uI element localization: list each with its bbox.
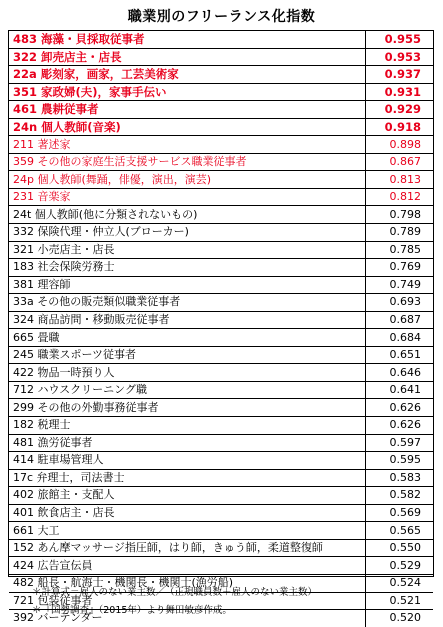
- occupation-label: 231 音楽家: [9, 188, 365, 206]
- index-value: 0.785: [389, 242, 421, 256]
- table-row: [9, 487, 433, 505]
- table-row: [9, 118, 433, 136]
- occupation-label: 24n 個人教師(音楽): [9, 118, 365, 136]
- occupation-label: 402 旅館主・支配人: [9, 487, 365, 505]
- occupation-label: 461 農耕従事者: [9, 101, 365, 119]
- index-value: 0.789: [389, 225, 421, 239]
- occupation-label: 422 物品一時預り人: [9, 364, 365, 382]
- formula-note: ＊計算式＝雇人のない業主数／（正規職員数＋雇人のない業主数）: [32, 587, 318, 598]
- index-value: 0.813: [389, 172, 421, 186]
- table-row: [9, 346, 433, 364]
- occupation-label: 483 海藻・貝採取従事者: [9, 31, 365, 48]
- occupation-label: 401 飲食店主・店長: [9, 504, 365, 522]
- occupation-label: 33a その他の販売類似職業従事者: [9, 294, 365, 312]
- occupation-label: 482 船長・航海士・機関長・機関士(漁労船): [9, 574, 365, 592]
- table-row: [9, 224, 433, 242]
- table-row: [9, 311, 433, 329]
- table-row: [9, 276, 433, 294]
- occupation-label: 332 保険代理・仲立人(ブローカー): [9, 224, 365, 242]
- occupation-label: 152 あん摩マッサージ指圧師，はり師，きゅう師，柔道整復師: [9, 539, 365, 557]
- occupation-label: 424 広告宣伝員: [9, 557, 365, 575]
- index-value: 0.687: [389, 313, 421, 327]
- table-row: [9, 417, 433, 435]
- page-title: 職業別のフリーランス化指数: [127, 9, 316, 25]
- occupation-label: 22a 彫刻家，画家，工芸美術家: [9, 66, 365, 84]
- occupation-label: 211 著述家: [9, 136, 365, 154]
- table-row: [9, 153, 433, 171]
- index-value: 0.955: [384, 32, 421, 47]
- index-value: 0.569: [389, 506, 421, 520]
- index-value: 0.529: [389, 558, 421, 572]
- table-row: [9, 557, 433, 575]
- table-row: [9, 399, 433, 417]
- index-value: 0.565: [389, 523, 421, 537]
- occupation-label: 381 理容師: [9, 276, 365, 294]
- table-row: [9, 381, 433, 399]
- occupation-label: 24t 個人教師(他に分類されないもの): [9, 206, 365, 224]
- occupation-label: 324 商品訪問・移動販売従事者: [9, 311, 365, 329]
- table-row: [9, 504, 433, 522]
- table-row: [9, 452, 433, 470]
- table-row: [9, 522, 433, 540]
- occupation-label: 359 その他の家庭生活支援サービス職業従事者: [9, 153, 365, 171]
- index-value: 0.684: [389, 330, 421, 344]
- index-value: 0.769: [389, 260, 421, 274]
- table-row: [9, 364, 433, 382]
- index-value: 0.931: [384, 84, 421, 99]
- occupation-label: 721 包装従事者: [9, 592, 365, 610]
- index-value: 0.520: [389, 611, 421, 625]
- index-value: 0.641: [389, 383, 421, 397]
- index-value: 0.798: [389, 207, 421, 221]
- occupation-label: 414 駐車場管理人: [9, 452, 365, 470]
- table-row: [9, 206, 433, 224]
- index-value: 0.812: [389, 190, 421, 204]
- table-row: [9, 188, 433, 206]
- index-value: 0.693: [389, 295, 421, 309]
- source-note: ＊『国勢調査』（2015年）より舞田敏彦作成。: [32, 605, 232, 616]
- index-value: 0.583: [389, 470, 421, 484]
- table-row: [9, 329, 433, 347]
- occupation-label: 712 ハウスクリーニング職: [9, 381, 365, 399]
- index-value: 0.953: [384, 49, 421, 64]
- occupation-label: 665 畳職: [9, 329, 365, 347]
- table-row: [9, 66, 433, 84]
- occupation-label: 17c 弁理士，司法書士: [9, 469, 365, 487]
- index-value: 0.929: [384, 102, 421, 117]
- table-row: [9, 434, 433, 452]
- occupation-label: 321 小売店主・店長: [9, 241, 365, 259]
- table-row: [9, 241, 433, 259]
- index-value: 0.749: [389, 277, 421, 291]
- occupation-label: 24p 個人教師(舞踊，俳優，演出，演芸): [9, 171, 365, 189]
- index-value: 0.597: [389, 435, 421, 449]
- occupation-label: 392 バーテンダー: [9, 610, 365, 627]
- occupation-label: 481 漁労従事者: [9, 434, 365, 452]
- index-value: 0.898: [389, 137, 421, 151]
- table-row: [9, 294, 433, 312]
- occupation-label: 182 税理士: [9, 417, 365, 435]
- table-row: [9, 259, 433, 277]
- index-value: 0.626: [389, 400, 421, 414]
- index-value: 0.524: [389, 576, 421, 590]
- index-value: 0.918: [384, 120, 421, 134]
- table-row: [9, 48, 433, 66]
- occupation-label: 351 家政婦(夫)，家事手伝い: [9, 83, 365, 101]
- index-value: 0.867: [389, 155, 421, 169]
- index-value: 0.595: [389, 453, 421, 467]
- index-value: 0.521: [389, 593, 421, 607]
- table-row: [9, 101, 433, 119]
- table-row: [9, 469, 433, 487]
- table-row: [9, 539, 433, 557]
- occupation-label: 661 大工: [9, 522, 365, 540]
- table-row: [9, 171, 433, 189]
- index-value: 0.626: [389, 418, 421, 432]
- index-value: 0.646: [389, 365, 421, 379]
- table-row: [9, 83, 433, 101]
- occupation-label: 322 卸売店主・店長: [9, 48, 365, 66]
- index-value: 0.651: [389, 348, 421, 362]
- table-row: [9, 31, 433, 48]
- occupation-label: 245 職業スポーツ従事者: [9, 346, 365, 364]
- occupation-label: 299 その他の外勤事務従事者: [9, 399, 365, 417]
- occupation-label: 183 社会保険労務士: [9, 259, 365, 277]
- index-value: 0.582: [389, 488, 421, 502]
- index-value: 0.550: [389, 541, 421, 555]
- table-row: [9, 136, 433, 154]
- index-value: 0.937: [384, 67, 421, 82]
